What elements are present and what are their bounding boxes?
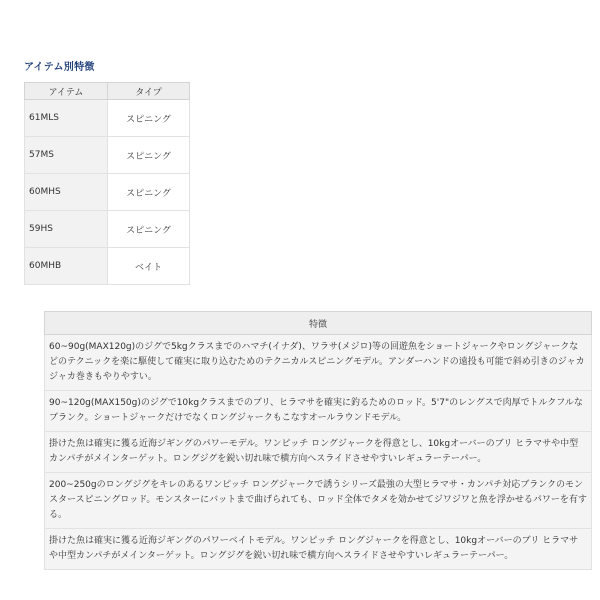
feature-cell: 掛けた魚は確実に獲る近海ジギングのパワーモデル。ワンピッチ ロングジャークを得意とし、10kgオーバーのブリ ヒラマサや中型カンパチがメインターゲット。ロングジグを鋭い切れ味で横方向へスライドさせやすいレギュラーテーパー。: [45, 432, 592, 473]
type-cell: スピニング: [108, 100, 190, 137]
table-row: [25, 248, 190, 285]
item-cell: 57MS: [25, 137, 108, 174]
type-cell: ベイト: [108, 248, 190, 285]
table-row: [25, 211, 190, 248]
column-header-features: 特徴: [45, 312, 592, 335]
item-cell: 61MLS: [25, 100, 108, 137]
item-cell: 60MHB: [25, 248, 108, 285]
features-table: [44, 311, 592, 570]
feature-cell: 200~250gのロングジグをキレのあるワンピッチ ロングジャークで誘うシリーズ最強の大型ヒラマサ・カンパチ対応ブランクのモンスタースピニングロッド。モンスターにバットまで曲げられても、ロッド全体でタメを効かせてジワジワと魚を浮かせるパワーを有する。: [45, 473, 592, 529]
type-cell: スピニング: [108, 174, 190, 211]
table-row: [45, 529, 592, 570]
item-type-table: [24, 82, 190, 285]
table-row: [25, 137, 190, 174]
table-header-row: [45, 312, 592, 335]
type-cell: スピニング: [108, 137, 190, 174]
feature-cell: 90~120g(MAX150g)のジグで10kgクラスまでのブリ、ヒラマサを確実に釣るためのロッド。5'7"のレングスで肉厚でトルクフルなブランク。ショートジャークだけでなくロングジャークもこなすオールラウンドモデル。: [45, 391, 592, 432]
table-row: [45, 335, 592, 391]
table-row: [45, 432, 592, 473]
item-cell: 59HS: [25, 211, 108, 248]
feature-cell: 60~90g(MAX120g)のジグで5kgクラスまでのハマチ(イナダ)、ワラサ(メジロ)等の回遊魚をショートジャークやロングジャークなどのテクニックを楽に駆使して確実に取り込むためのテクニカルスピニングモデル。アンダーハンドの遠投も可能で斜め引きのジャカジャカ巻きもやりやすい。: [45, 335, 592, 391]
table-row: [45, 391, 592, 432]
item-cell: 60MHS: [25, 174, 108, 211]
table-row: [25, 174, 190, 211]
table-row: [45, 473, 592, 529]
column-header-item: アイテム: [25, 83, 108, 100]
type-cell: スピニング: [108, 211, 190, 248]
table-row: [25, 100, 190, 137]
feature-cell: 掛けた魚は確実に獲る近海ジギングのパワーベイトモデル。ワンピッチ ロングジャークを得意とし、10kgオーバーのブリ ヒラマサや中型カンパチがメインターゲット。ロングジグを鋭い切れ味で横方向へスライドさせやすいレギュラーテーパー。: [45, 529, 592, 570]
table-header-row: [25, 83, 190, 100]
column-header-type: タイプ: [108, 83, 190, 100]
section-title: アイテム別特徴: [24, 62, 95, 73]
